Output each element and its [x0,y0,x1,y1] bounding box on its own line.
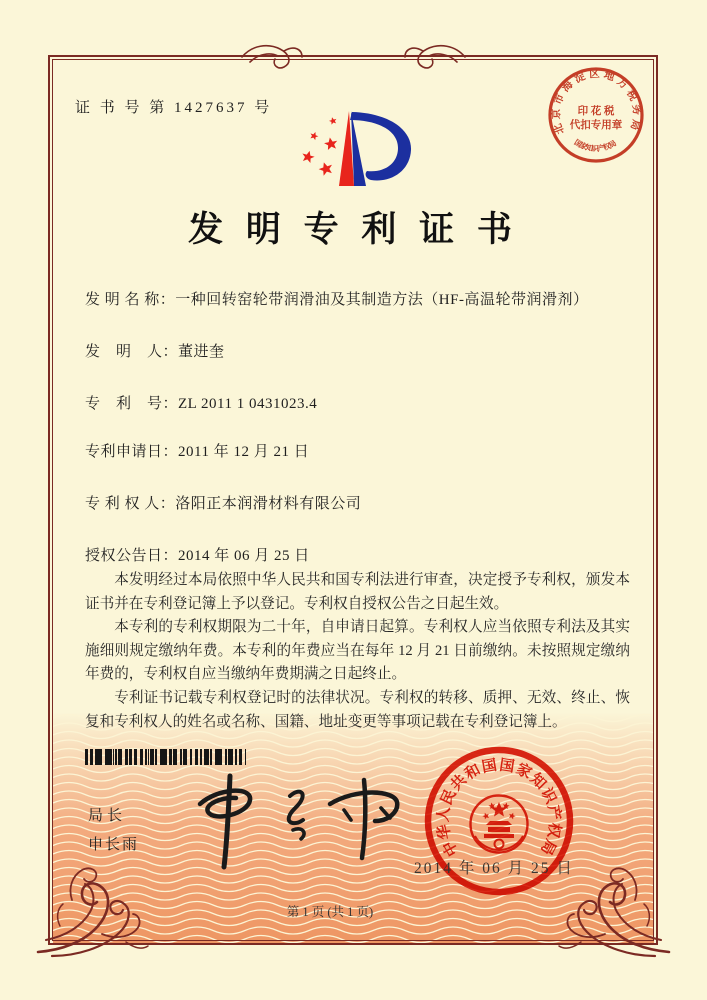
tax-stamp-bottom-text: 国家知识产权局 [572,137,618,154]
tax-stamp-line1: 印 花 税 [577,106,615,117]
field-label: 发 明 名 称： [85,292,176,308]
field-label: 专 利 号： [85,396,179,412]
field-grant-date [85,544,310,565]
top-border-flourish-left-icon [240,40,304,72]
field-invention-name [85,288,588,309]
barcode [85,749,246,765]
national-emblem-icon [471,796,528,853]
field-label: 专利申请日： [85,444,179,460]
field-label: 发 明 人： [85,344,179,360]
field-inventor [85,340,225,361]
field-label: 授权公告日： [85,548,179,564]
field-patentee [85,492,361,513]
top-border-flourish-right-icon [403,40,467,72]
issue-date: 2014 年 06 月 25 日 [414,860,574,877]
field-patent-number [85,392,317,413]
field-value: ZL 2011 1 0431023.4 [178,396,318,412]
field-value: 2011 年 12 月 21 日 [178,444,310,460]
svg-text:国家知识产权局 [573,137,619,153]
legal-paragraph-2: 本专利的专利权期限为二十年，自申请日起算。专利权人应当依照专利法及其实施细则规定缴纳年费。本专利的年费应当在每年 12 月 21 日前缴纳。未按照规定缴纳年费的，专利权自应当缴纳年费期满之日起终止。 [85,619,630,683]
director-role-label: 局长 [88,807,127,824]
signature-icon [178,770,403,870]
director-name-label: 申长雨 [88,836,140,853]
document-title: 发 明 专 利 证 书 [188,210,519,249]
field-value: 2014 年 06 月 25 日 [178,548,310,564]
certificate-number: 证 书 号 第 1427637 号 [75,100,273,116]
tax-stamp-top-text: 北京市海淀区地方税务局 [551,68,642,136]
page-number: 第 1 页 (共 1 页) [286,905,374,919]
field-value: 洛阳正本润滑材料有限公司 [175,496,362,512]
field-filing-date [85,440,309,461]
legal-paragraph-3: 专利证书记载专利权登记时的法律状况。专利权的转移、质押、无效、终止、恢复和专利权人的姓名或名称、国籍、地址变更等事项记载在专利登记簿上。 [85,689,630,730]
field-label: 专 利 权 人： [85,496,176,512]
tax-stamp-icon [545,64,647,166]
sipo-logo-icon [292,99,417,191]
field-value: 一种回转窑轮带润滑油及其制造方法（HF-高温轮带润滑剂） [175,292,589,308]
tax-stamp-line2: 代扣专用章 [569,120,623,131]
legal-text-block [85,569,630,734]
official-seal-icon [416,738,582,904]
legal-paragraph-1: 本发明经过本局依照中华人民共和国专利法进行审查，决定授予专利权，颁发本证书并在专利登记簿上予以登记。专利权自授权公告之日起生效。 [85,572,630,612]
corner-flourish-bottom-left-icon [30,836,150,960]
field-value: 董进奎 [178,344,225,360]
seal-ring-text: 中华人民共和国国家知识产权局 [435,757,563,859]
